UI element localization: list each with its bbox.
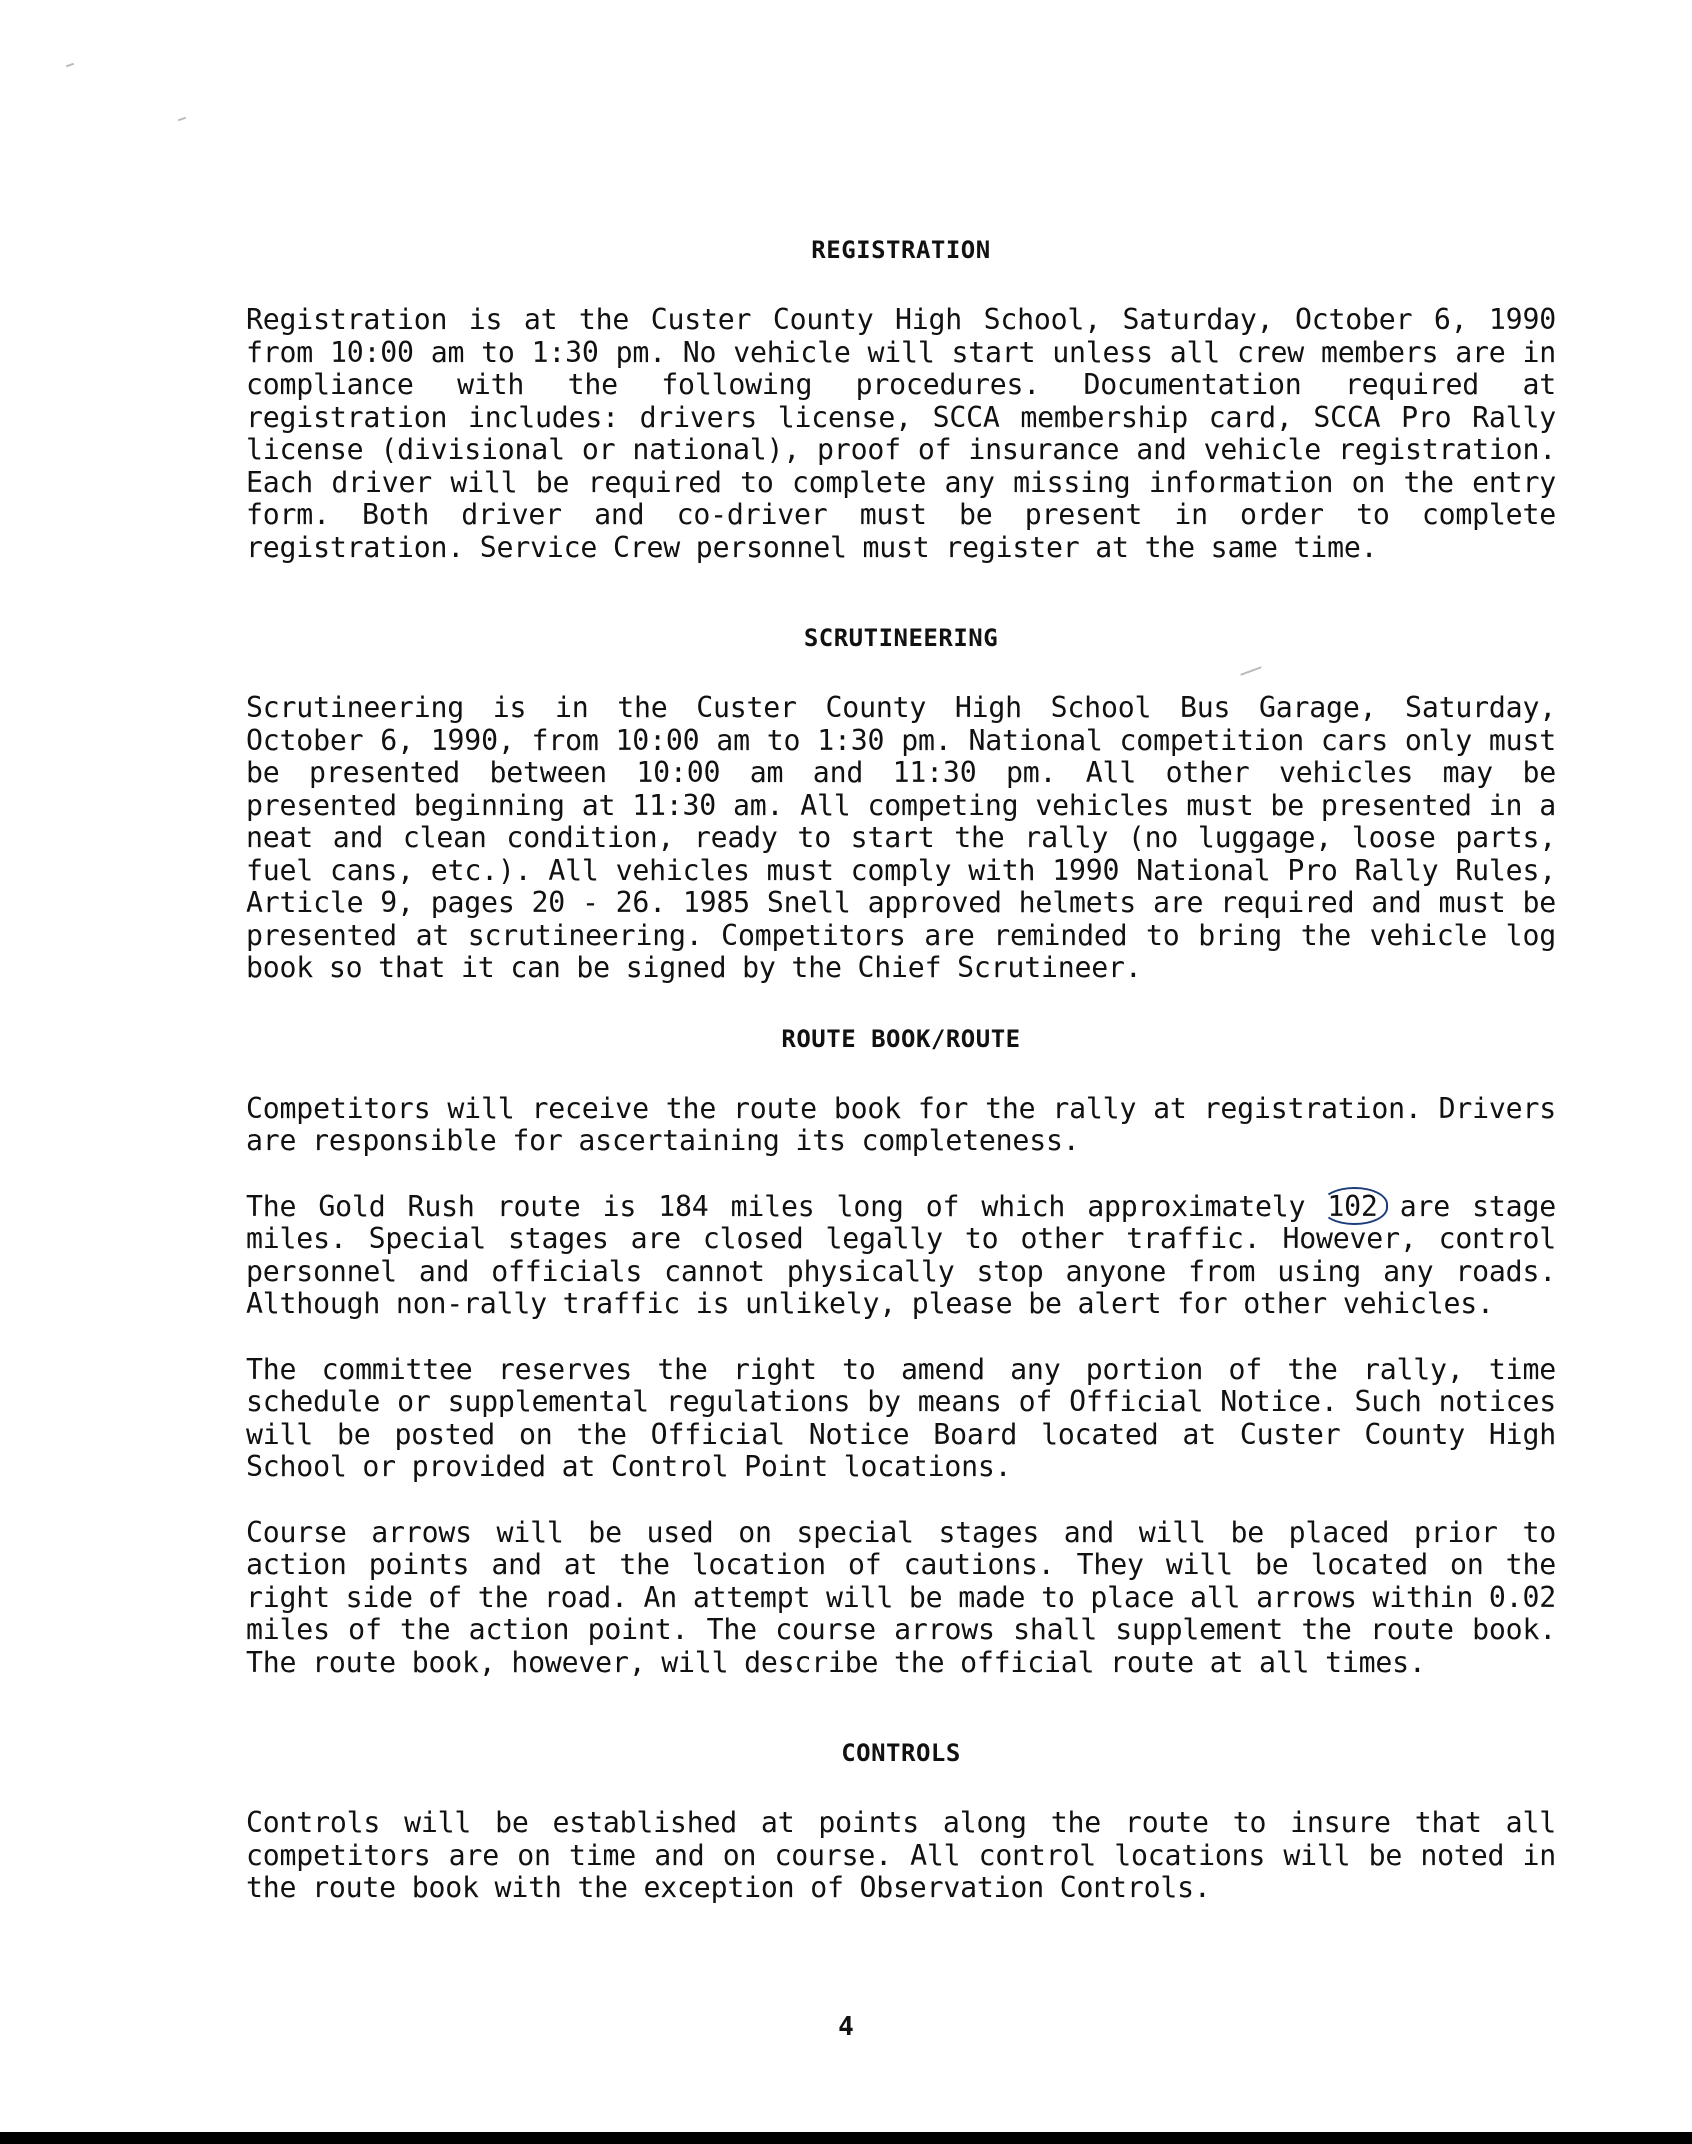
scan-speck (66, 63, 74, 68)
registration-paragraph: Registration is at the Custer County High School, Saturday, October 6, 1990 from 10:00 am to 1:30 pm. No vehicle will start unless all crew members are in compliance with the following procedures. Documentation required at registration includes: drivers license, SCCA membership card, SCCA Pro Rally license (divisional or national), proof of insurance and vehicle registration. Each driver will be required to complete any missing information on the entry form. Both driver and co-driver must be present in order to complete registration. Service Crew personnel must register at the same time. (246, 303, 1556, 564)
scan-speck (178, 117, 186, 122)
section-registration (246, 236, 1556, 564)
route-length-paragraph (246, 1191, 1556, 1321)
section-route-book (246, 1025, 1556, 1680)
section-heading: REGISTRATION (811, 236, 991, 264)
section-controls (246, 1739, 1556, 1905)
route-length-text-cont: are stage miles. Special stages are closed legally to other traffic. However, control personnel and officials cannot physically stop anyone from using any roads. Although non-rally traffic is unlikely, please be alert for other vehicles. (246, 1189, 1556, 1320)
controls-paragraph: Controls will be established at points along the route to insure that all competitors are on time and on course. All control locations will be noted in the route book with the exception of Observation Controls. (246, 1806, 1556, 1904)
section-heading: ROUTE BOOK/ROUTE (781, 1024, 1021, 1053)
document-body (246, 236, 1556, 1905)
section-scrutineering (246, 624, 1556, 985)
section-heading: CONTROLS (841, 1739, 961, 1767)
route-length-text: The Gold Rush route is 184 miles long of which approximately (246, 1189, 1306, 1223)
scan-bottom-edge (0, 2132, 1692, 2144)
scrutineering-paragraph: Scrutineering is in the Custer County High School Bus Garage, Saturday, October 6, 1990, from 10:00 am to 1:30 pm. National competition cars only must be presented between 10:00 am and 11:30 pm. All other vehicles may be presented beginning at 11:30 am. All competing vehicles must be presented in a neat and clean condition, ready to start the rally (no luggage, loose parts, fuel cans, etc.). All vehicles must comply with 1990 National Pro Rally Rules, Article 9, pages 20 - 26. 1985 Snell approved helmets are required and must be presented at scrutineering. Competitors are reminded to bring the vehicle log book so that it can be signed by the Chief Scrutineer. (246, 691, 1556, 984)
committee-paragraph: The committee reserves the right to amend any portion of the rally, time schedule or supplemental regulations by means of Official Notice. Such notices will be posted on the Official Notice Board located at Custer County High School or provided at Control Point locations. (246, 1352, 1556, 1483)
page-number: 4 (838, 2012, 854, 2042)
route-book-paragraph: Competitors will receive the route book for the rally at registration. Drivers are responsible for ascertaining its completeness. (246, 1091, 1556, 1157)
circled-stage-miles: 102 (1327, 1189, 1378, 1223)
section-heading: SCRUTINEERING (803, 624, 999, 652)
course-arrows-paragraph: Course arrows will be used on special stages and will be placed prior to action points and at the location of cautions. They will be located on the right side of the road. An attempt will be made to place all arrows within 0.02 miles of the action point. The course arrows shall supplement the route book. The route book, however, will describe the official route at all times. (246, 1515, 1556, 1679)
